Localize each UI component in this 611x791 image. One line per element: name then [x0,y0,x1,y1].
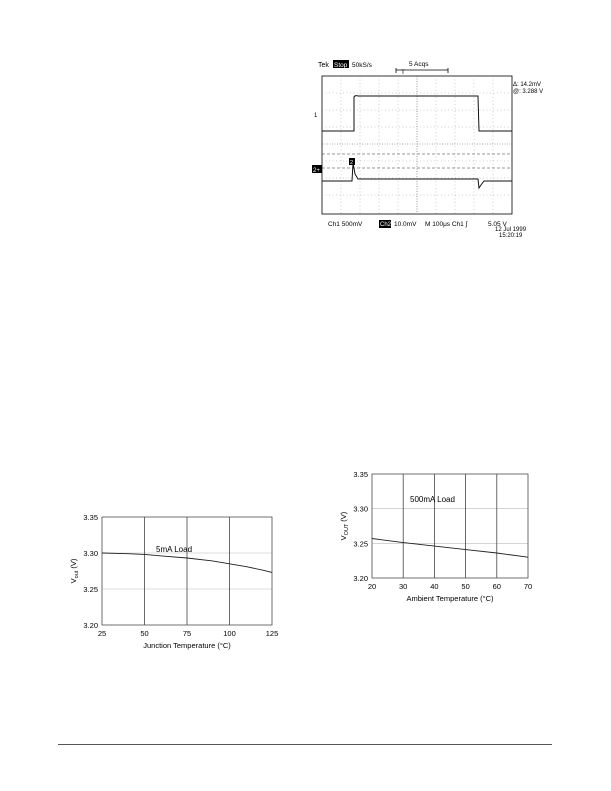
y-axis-label [339,511,350,540]
trigger-marker: T [401,69,405,76]
x-tick-label: 40 [430,582,439,591]
scope-center-axes [322,76,512,214]
timebase: M 100μs Ch1 ∫ [425,221,468,228]
y-axis-label-sub: out [74,570,80,579]
x-tick-label: 60 [492,582,501,591]
scope-acqs: 5 Acqs [409,61,429,68]
x-axis-label: Junction Temperature (°C) [143,641,231,650]
ch2-marker: 2 [350,160,354,166]
x-tick-label: 50 [461,582,470,591]
y-axis-label-sub: OUT [344,523,350,536]
ch1-scale: Ch1 500mV [328,221,363,228]
capture-date: 12 Jul 1999 [495,227,527,233]
y-tick-label: 3.25 [353,539,368,549]
x-tick-label: 20 [367,582,377,591]
y-tick-label: 3.30 [83,549,98,558]
x-tick-label: 100 [223,629,236,638]
x-tick-label: 75 [182,629,192,638]
scope-rate: 50kS/s [352,62,372,69]
y-tick-label: 3.20 [353,574,368,583]
ch1-marker: 1 [314,113,318,119]
vout-vs-junction-temp-chart [62,505,292,675]
y-tick-label: 3.20 [83,621,98,630]
load-annotation: 500mA Load [410,495,455,504]
footer-rule [58,744,552,745]
y-tick-label: 3.30 [353,504,368,514]
oscilloscope-svg [312,58,544,239]
x-tick-label: 125 [265,629,279,638]
ch2-tag: 2+ [313,168,320,174]
y-axis-label-unit: (V) [339,511,348,522]
x-axis-label: Ambient Temperature (°C) [406,594,494,603]
oscilloscope-capture [312,58,544,239]
y-tick-label: 3.35 [83,513,98,522]
x-tick-label: 50 [140,629,149,638]
y-axis-label-unit: (V) [69,558,78,569]
readout-at: @: 3.288 V [513,89,544,95]
x-tick-label: 25 [97,629,107,638]
y-axis-label-main: V [69,578,78,584]
load-annotation: 5mA Load [156,545,193,554]
x-tick-label: 70 [523,582,533,591]
y-tick-label: 3.25 [83,585,98,594]
ch2-scale: 10.0mV [394,221,417,228]
x-tick-label: 30 [399,582,408,591]
ch2-scale-label: Ch2 [380,222,392,228]
ch1-trace [322,96,512,131]
y-axis-label-main: V [339,535,348,541]
chart1-svg [62,505,292,675]
series-line [372,539,528,558]
y-tick-label: 3.35 [353,470,368,479]
vout-vs-ambient-temp-chart [330,462,550,612]
plot-frame [372,474,528,578]
chart2-svg [330,462,550,612]
trigger-level: 5.05 V [488,221,507,228]
readout-delta: Δ: 14.2mV [513,82,542,88]
y-axis-label [69,558,80,583]
scope-brand: Tek [318,62,329,69]
scope-mode: Stop [334,62,348,69]
capture-time: 15:20:19 [499,233,523,239]
